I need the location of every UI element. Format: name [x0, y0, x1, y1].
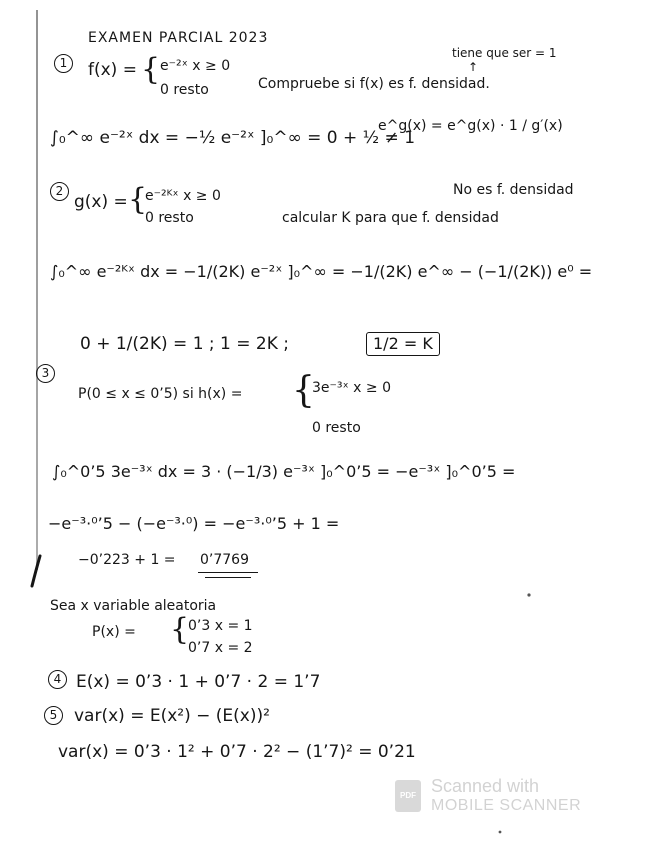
q3-line-2: −e⁻³·⁰’5 − (−e⁻³·⁰) = −e⁻³·⁰’5 + 1 = [48, 514, 340, 533]
arrow-up-icon: ↑ [468, 60, 479, 74]
q5-variance-calc: var(x) = 0’3 · 1² + 0’7 · 2² − (1’7)² = 0’21 [58, 742, 416, 762]
q1-case-2: 0 resto [160, 82, 209, 98]
q1-conclusion: No es f. densidad [453, 182, 574, 198]
question-number-3: 3 [36, 364, 55, 383]
rv-case-1: 0’3 x = 1 [188, 618, 253, 634]
q1-brace: { [141, 52, 161, 87]
q1-prompt: Compruebe si f(x) es f. densidad. [258, 76, 490, 92]
watermark-line-2: MOBILE SCANNER [431, 797, 582, 814]
exam-title: EXAMEN PARCIAL 2023 [88, 30, 269, 46]
rv-intro: Sea x variable aleatoria [50, 598, 217, 614]
rv-case-2: 0’7 x = 2 [188, 640, 253, 656]
question-number-5: 5 [44, 706, 63, 725]
q2-case-1: e⁻²ᴷˣ x ≥ 0 [145, 188, 221, 204]
scanner-watermark [395, 776, 615, 820]
rv-function-label: P(x) = [92, 624, 136, 640]
q3-case-1: 3e⁻³ˣ x ≥ 0 [312, 380, 392, 396]
q3-case-2: 0 resto [312, 420, 361, 436]
q1-case-1: e⁻²ˣ x ≥ 0 [160, 58, 231, 74]
q2-case-2: 0 resto [145, 210, 194, 226]
q3-line-1: ∫₀^0’5 3e⁻³ˣ dx = 3 · (−1/3) e⁻³ˣ ]₀^0’5 = −e⁻³ˣ ]₀^0’5 = [52, 462, 516, 481]
question-number-1: 1 [54, 54, 73, 73]
q3-prompt: P(0 ≤ x ≤ 0’5) si h(x) = [78, 386, 243, 402]
pdf-icon: PDF [395, 780, 421, 812]
left-margin-line [36, 10, 38, 570]
margin-note: tiene que ser = 1 [452, 46, 557, 60]
q2-brace: { [128, 182, 148, 217]
question-number-2: 2 [50, 182, 69, 201]
q3-answer: 0’7769 [200, 552, 249, 568]
q3-answer-underline-2 [205, 577, 251, 578]
q5-variance-formula: var(x) = E(x²) − (E(x))² [74, 706, 270, 726]
q2-function-label: g(x) = [74, 192, 128, 212]
q2-integral: ∫₀^∞ e⁻²ᴷˣ dx = −1/(2K) e⁻²ˣ ]₀^∞ = −1/(2K) e^∞ − (−1/(2K)) e⁰ = [50, 262, 593, 281]
watermark-line-1: Scanned with [431, 776, 540, 796]
q4-expectation: E(x) = 0’3 · 1 + 0’7 · 2 = 1’7 [76, 672, 321, 692]
q2-boxed-answer: 1/2 = K [366, 332, 440, 356]
q3-line-3: −0’223 + 1 = [78, 552, 176, 568]
q3-brace: { [292, 370, 315, 411]
question-number-4: 4 [48, 670, 67, 689]
q2-prompt: calcular K para que f. densidad [282, 210, 499, 226]
q1-integral: ∫₀^∞ e⁻²ˣ dx = −½ e⁻²ˣ ]₀^∞ = 0 + ½ ≠ 1 [50, 128, 416, 148]
q1-aside-formula: e^g(x) = e^g(x) · 1 / g′(x) [378, 118, 563, 134]
q1-function-label: f(x) = [88, 60, 137, 80]
q3-answer-underline [198, 572, 258, 573]
q2-result: 0 + 1/(2K) = 1 ; 1 = 2K ; [80, 334, 290, 354]
rv-brace: { [170, 612, 190, 647]
